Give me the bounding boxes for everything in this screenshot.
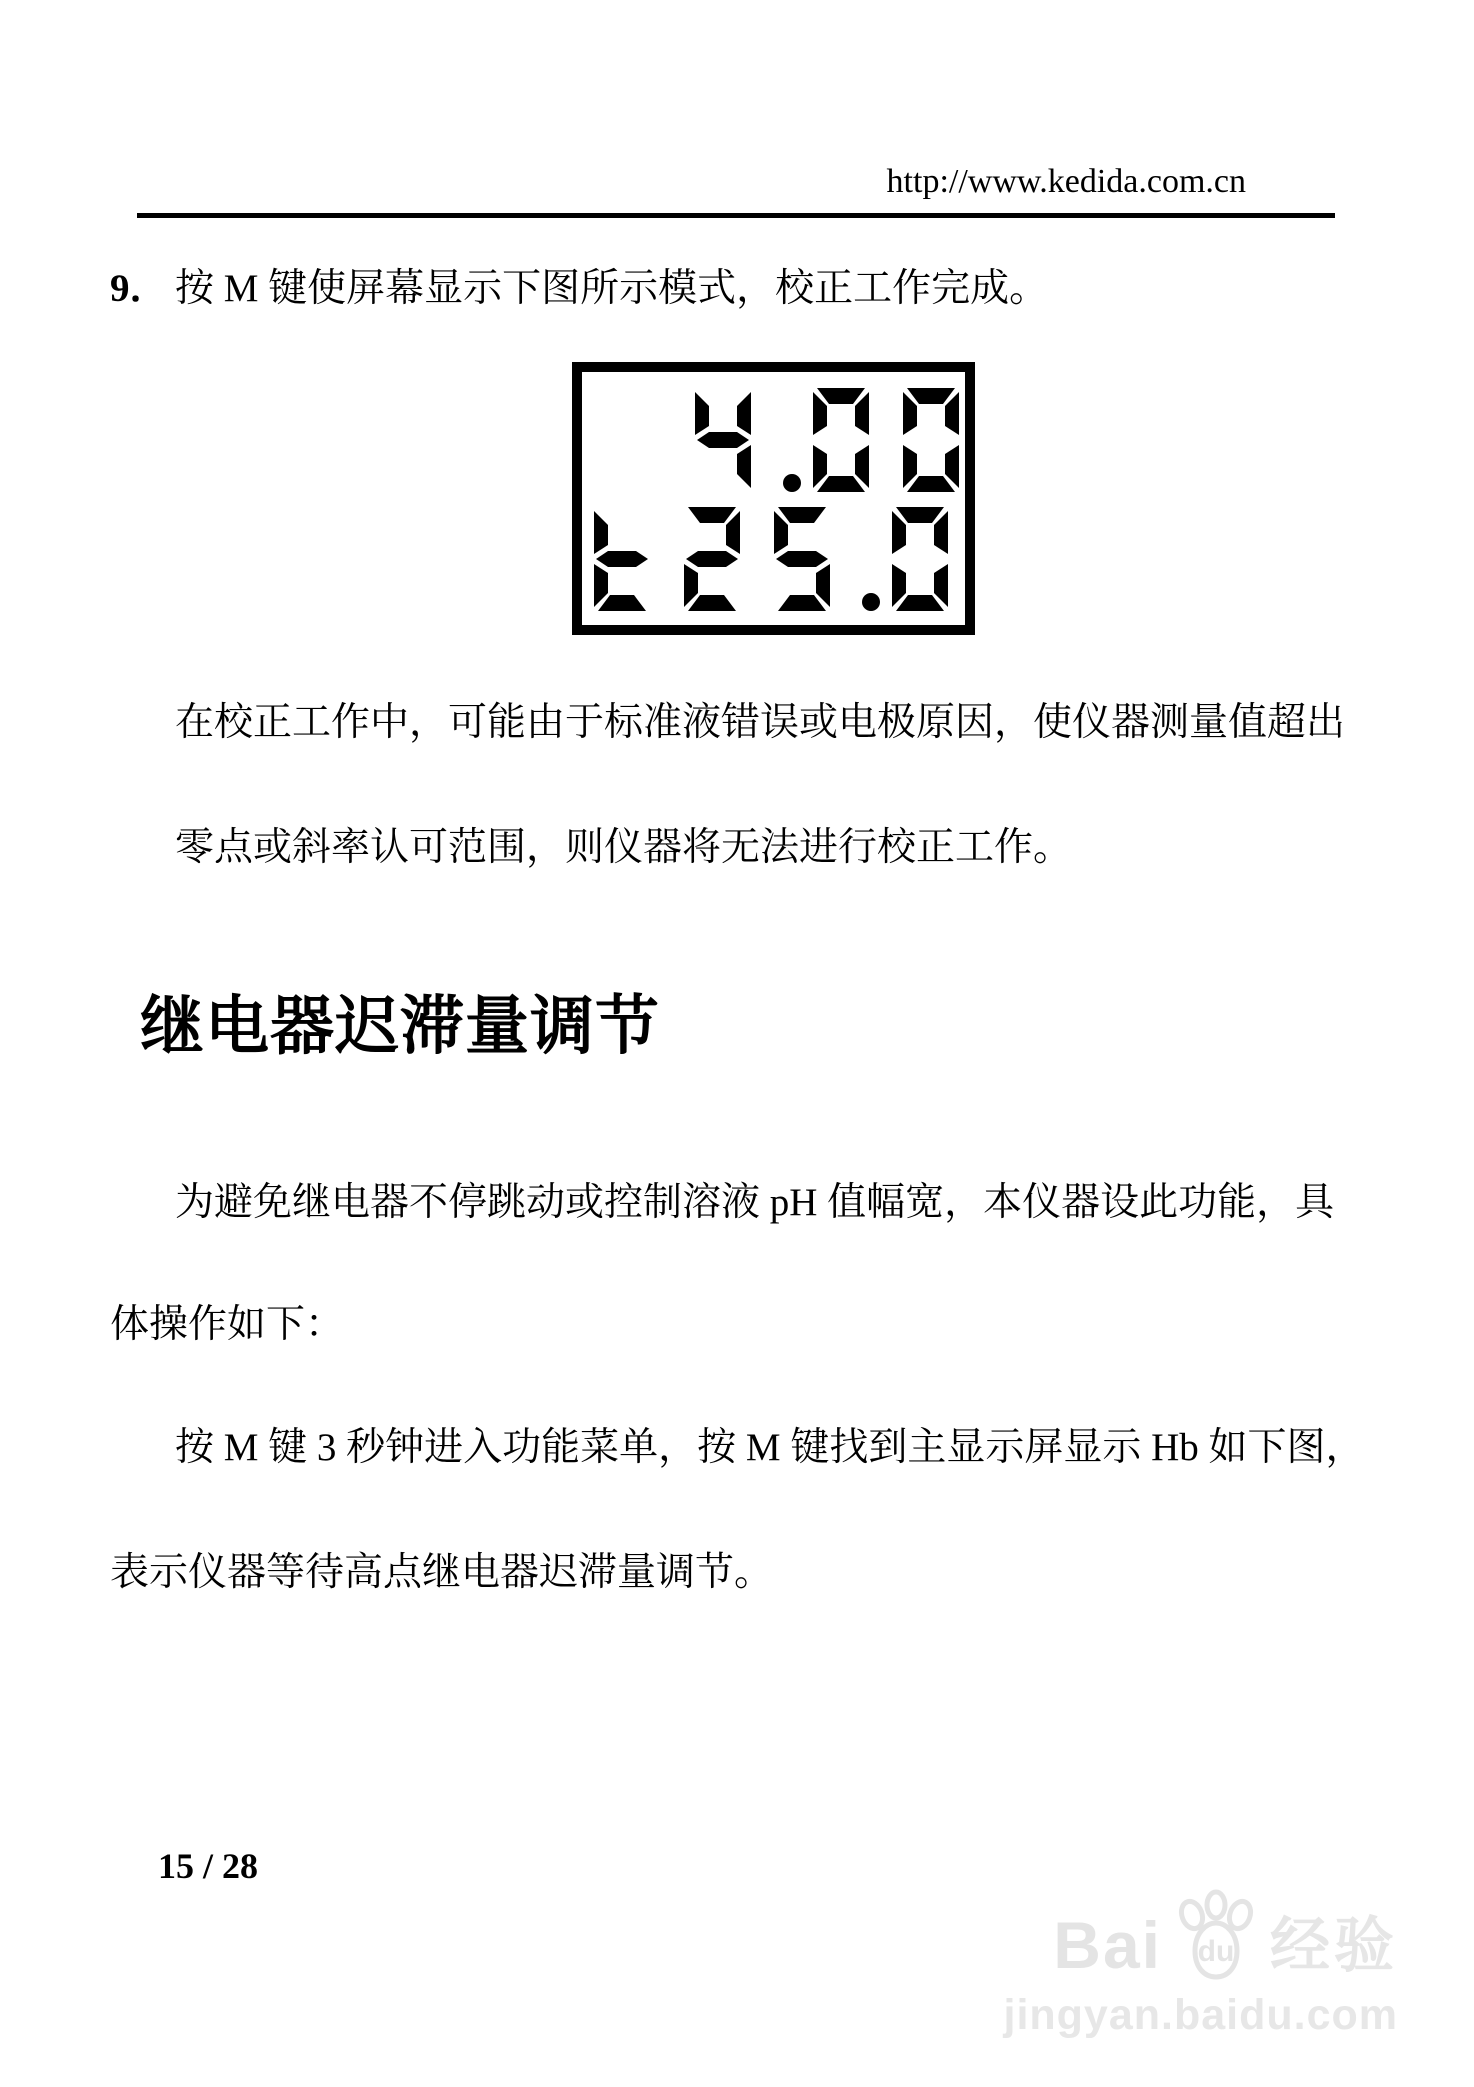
watermark-brand-cn: 经验 [1270,1912,1398,1979]
baidu-paw-icon [1168,1889,1264,1985]
header-url[interactable]: http://www.kedida.com.cn [886,163,1246,200]
watermark-logo-row [1004,1893,1399,1985]
lcd-display [572,362,975,635]
lcd-top-row [691,386,963,494]
watermark-brand-latin: Bai [1053,1908,1162,1982]
page-number: 15 / 28 [158,1846,259,1886]
step-9-number: 9． [110,267,169,310]
calibration-note-line-2: 零点或斜率认可范围，则仪器将无法进行校正工作。 [175,826,1073,869]
calibration-note-line-1: 在校正工作中，可能由于标准液错误或电极原因，使仪器测量值超出 [175,701,1346,744]
step-9-line [110,266,1048,312]
relay-intro-line-1: 为避免继电器不停跳动或控制溶液 pH 值幅宽，本仪器设此功能，具 [175,1181,1335,1224]
section-heading: 继电器迟滞量调节 [140,991,660,1062]
baidu-jingyan-watermark [1004,1893,1399,2040]
step-9-text: 按 M 键使屏幕显示下图所示模式，校正工作完成。 [175,267,1049,310]
relay-intro-line-2: 体操作如下： [110,1303,345,1346]
watermark-paw-text: du [1197,1935,1235,1968]
relay-step-line-2: 表示仪器等待高点继电器迟滞量调节。 [110,1551,774,1594]
lcd-bottom-row [590,505,952,613]
watermark-site-url: jingyan.baidu.com [1003,1991,1398,2039]
relay-step-line-1: 按 M 键 3 秒钟进入功能菜单，按 M 键找到主显示屏显示 Hb 如下图， [175,1426,1365,1469]
header-rule [137,213,1335,218]
